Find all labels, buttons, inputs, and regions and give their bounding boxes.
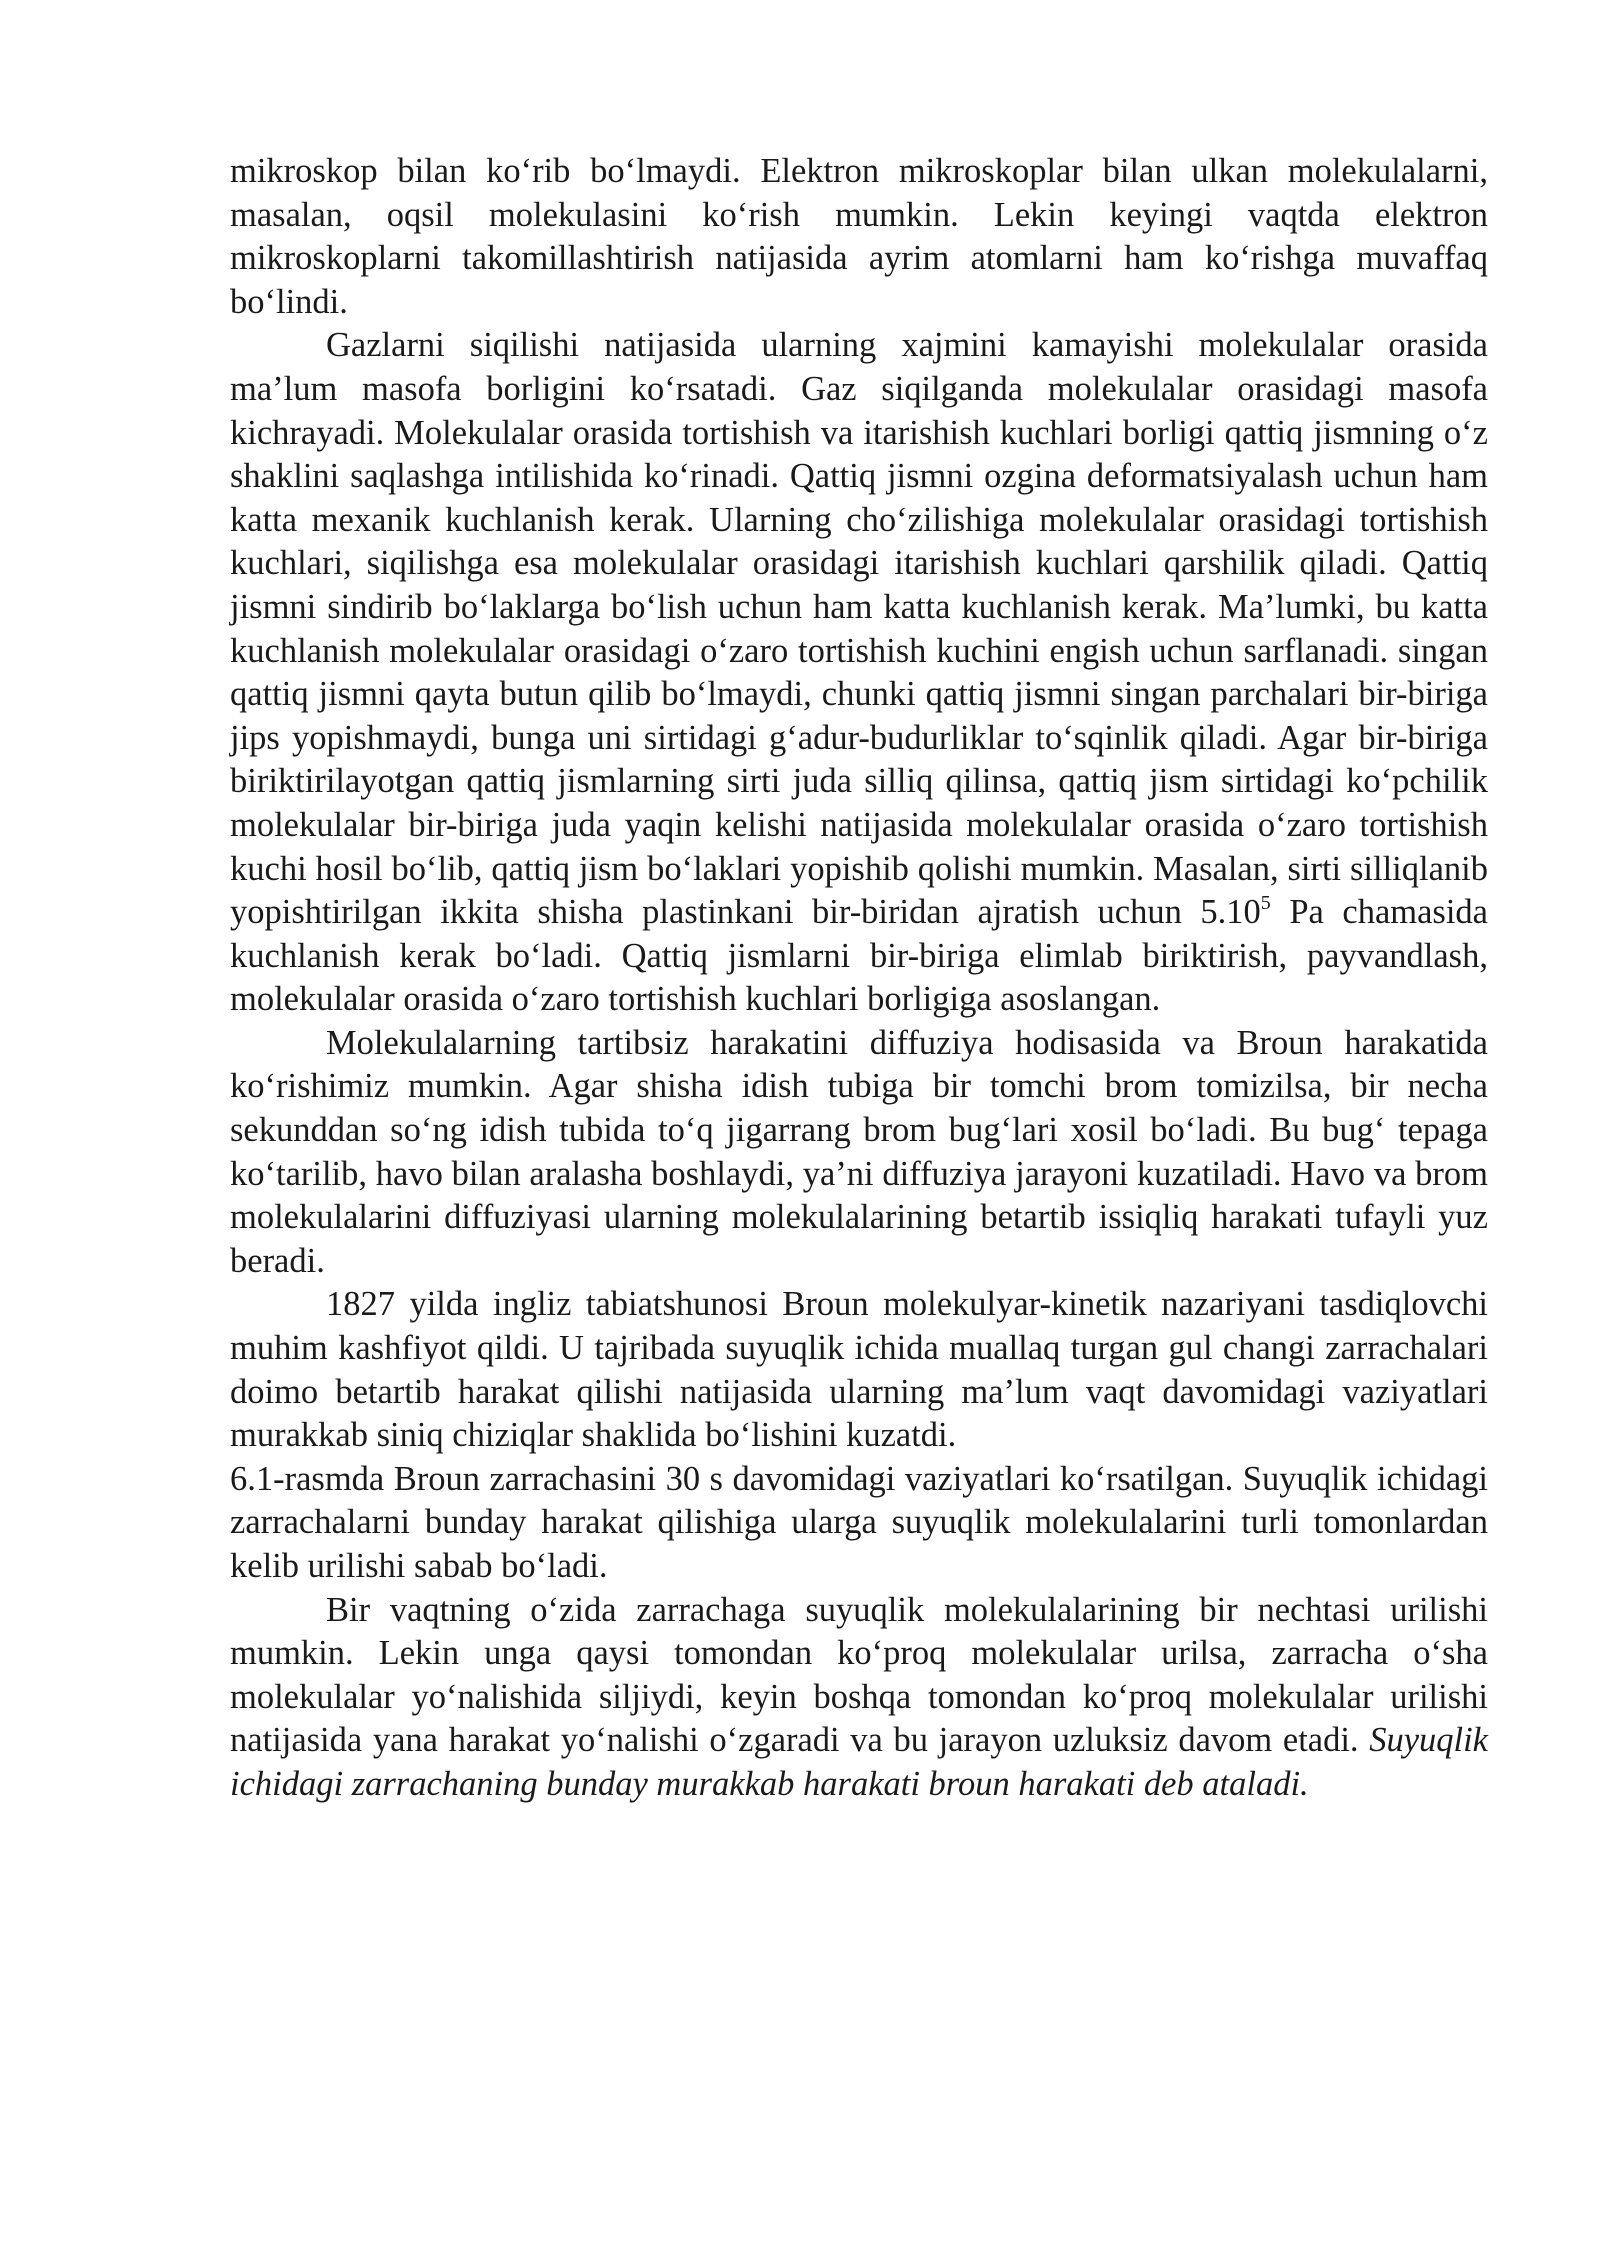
paragraph-text: Gazlarni siqilishi natijasida ularning xajmini kamayishi molekulalar orasida ma’lum masofa borligini ko‘rsatadi. Gaz siqilganda molekulalar orasidagi masofa kichrayadi. Molekulalar orasida tortishish va itarishish kuchlari borligi qattiq jismning o‘z shaklini saqlashga intilishida ko‘rinadi. Qattiq jismni ozgina deformatsiyalash uchun ham katta mexanik kuchlanish kerak. Ularning cho‘zilishiga molekulalar orasidagi tortishish kuchlari, siqilishga esa molekulalar orasidagi itarishish kuchlari qarshilik qiladi. Qattiq jismni sindirib bo‘laklarga bo‘lish uchun ham katta kuchlanish kerak. Ma’lumki, bu katta kuchlanish molekulalar orasidagi o‘zaro tortishish kuchini engish uchun sarflanadi. singan qattiq jismni qayta butun qilib bo‘lmaydi, chunki qattiq jismni singan parchalari bir-biriga jips yopishmaydi, bunga uni sirtidagi g‘adur-budurliklar to‘sqinlik qiladi. Agar bir-biriga biriktirilayotgan qattiq jismlarning sirti juda silliq qilinsa, qattiq jism sirtidagi ko‘pchilik molekulalar bir-biriga juda yaqin kelishi natijasida molekulalar orasida o‘zaro tortishish kuchi hosil bo‘lib, qattiq jism bo‘laklari yopishib qolishi mumkin. Masalan, sirti silliqlanib yopishtirilgan ikkita shisha plastinkani bir-biridan ajratish uchun 5.10 [230, 326, 1488, 932]
paragraph-text: Molekulalarning tartibsiz harakatini diffuziya hodisasida va Broun harakatida ko‘rishimiz mumkin. Agar shisha idish tubiga bir tomchi brom tomizilsa, bir necha sekunddan so‘ng idish tubida to‘q jigarrang brom bug‘lari xosil bo‘ladi. Bu bug‘ tepaga ko‘tarilib, havo bilan aralasha boshlaydi, ya’ni diffuziya jarayoni kuzatiladi. Havo va brom molekulalarini diffuziyasi ularning molekulalarining betartib issiqliq harakati tufayli yuz beradi. [230, 1023, 1488, 1280]
paragraph-text: Bir vaqtning o‘zida zarrachaga suyuqlik molekulalarining bir nechtasi urilishi mumkin. Lekin unga qaysi tomondan ko‘proq molekulalar urilsa, zarracha o‘sha molekulalar yo‘nalishida siljiydi, keyin boshqa tomondan ko‘proq molekulalar urilishi natijasida yana harakat yo‘nalishi o‘zgaradi va bu jarayon uzluksiz davom etadi. [230, 1590, 1488, 1760]
definition-italic-text: Suyuqlik ichidagi zarrachaning bunday murakkab harakati broun harakati deb ataladi. [230, 1721, 1488, 1803]
paragraph-figure-reference [230, 1458, 1488, 1589]
superscript-exponent: 5 [1260, 892, 1271, 915]
paragraph-microscope [230, 150, 1488, 324]
paragraph-text-continued: Pa chamasida kuchlanish kerak bo‘ladi. Qattiq jismlarni bir-biriga elimlab biriktirish, payvandlash, molekulalar orasida o‘zaro tortishish kuchlari borligiga asoslangan. [230, 893, 1488, 1019]
paragraph-gas-compression [230, 324, 1488, 1022]
paragraph-text: mikroskop bilan ko‘rib bo‘lmaydi. Elektron mikroskoplar bilan ulkan molekulalarni, masalan, oqsil molekulasini ko‘rish mumkin. Lekin keyingi vaqtda elektron mikroskoplarni takomillashtirish natijasida ayrim atomlarni ham ko‘rishga muvaffaq bo‘lindi. [230, 152, 1488, 321]
paragraph-brownian-motion [230, 1589, 1488, 1807]
paragraph-text: 6.1-rasmda Broun zarrachasini 30 s davomidagi vaziyatlari ko‘rsatilgan. Suyuqlik ichidagi zarrachalarni bunday harakat qilishiga ularga suyuqlik molekulalarini turli tomonlardan kelib urilishi sabab bo‘ladi. [230, 1459, 1488, 1585]
paragraph-text: 1827 yilda ingliz tabiatshunosi Broun molekulyar-kinetik nazariyani tasdiqlovchi muhim kashfiyot qildi. U tajribada suyuqlik ichida muallaq turgan gul changi zarrachalari doimo betartib harakat qilishi natijasida ularning ma’lum vaqt davomidagi vaziyatlari murakkab siniq chiziqlar shaklida bo‘lishini kuzatdi. [230, 1285, 1488, 1455]
body-text [230, 150, 1488, 1807]
paragraph-brown-discovery [230, 1283, 1488, 1457]
paragraph-diffusion [230, 1022, 1488, 1284]
